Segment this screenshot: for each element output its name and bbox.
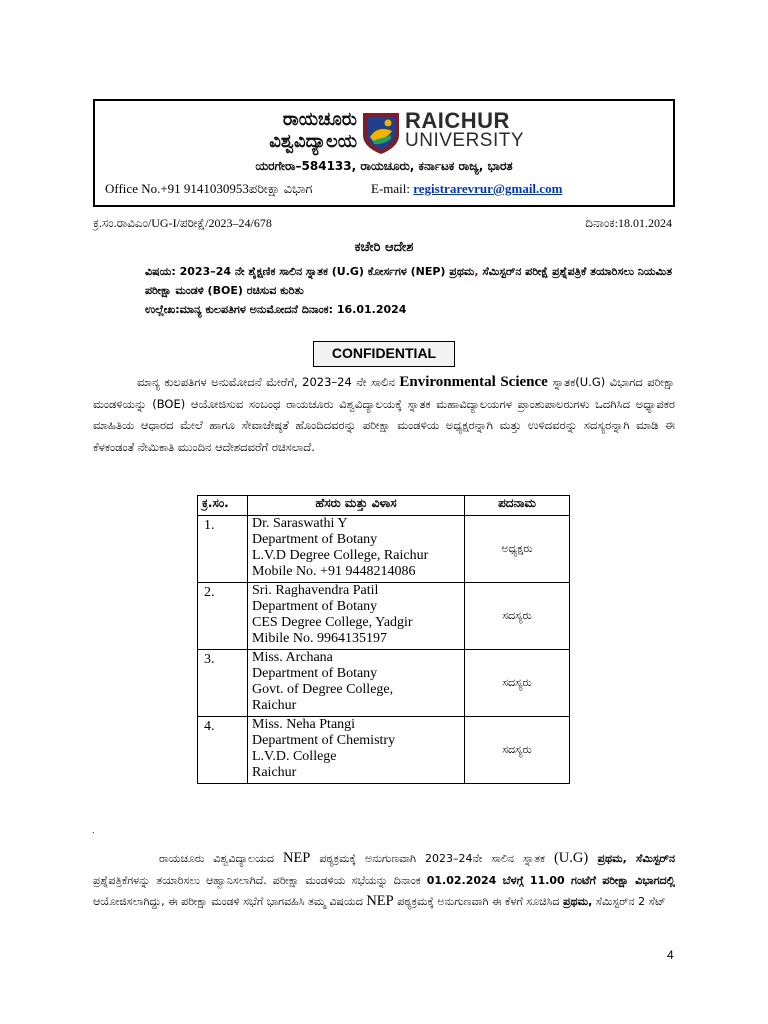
office-phone: Office No.+91 9141030953ಪರೀಕ್ಷಾ ವಿಭಾಗ — [105, 181, 313, 196]
member-department: Department of Chemistry — [252, 733, 396, 748]
table-row — [198, 717, 570, 784]
university-name-line1: RAICHUR — [405, 108, 510, 133]
member-city: Raichur — [252, 698, 297, 713]
table-row — [198, 516, 570, 583]
email-label: E-mail: — [371, 181, 414, 196]
boe-members-table — [197, 495, 570, 784]
table-row — [198, 583, 570, 650]
reference-number: ಕ್ರ.ಸಂ.ರಾವಿಎಂ/UG-I/ಪರೀಕ್ಷೆ/2023–24/678 — [93, 216, 272, 230]
row-number: 2. — [198, 583, 248, 650]
para2-e: ಪ್ರಥಮ, ಸೆಮಿಸ್ಟರ್‌ನ — [588, 852, 675, 865]
para2-g: 01.02.2024 ಬೆಳಗ್ಗೆ 11.00 ಗಂಟೆಗೆ ಪರೀಕ್ಷಾ ವಿಭಾಗದಲ್ಲಿ — [426, 873, 676, 887]
row-number: 1. — [198, 516, 248, 583]
para2-a: ರಾಯಚೂರು ವಿಶ್ವವಿದ್ಯಾಲಯದ — [159, 852, 283, 865]
paragraph-meeting — [93, 848, 675, 913]
order-date: ದಿನಾಂಕ:18.01.2024 — [585, 216, 672, 230]
row-number: 3. — [198, 650, 248, 717]
para2-k: ಪ್ರಥಮ, — [562, 895, 593, 908]
member-department: Department of Botany — [252, 666, 378, 681]
member-details — [248, 650, 465, 717]
member-department: Department of Botany — [252, 599, 378, 614]
subject-comma: , — [474, 265, 479, 278]
para1-part1: ಮಾನ್ಯ ಕುಲಪತಿಗಳ ಅನುಮೋದನೆ ಮೇರೆಗೆ, 2023–24 ನೇ ಸಾಲಿನ — [137, 375, 400, 389]
member-contact: Mobile No. +91 9448214086 — [252, 564, 416, 579]
para1-part2: ಸ್ನಾತಕ(U.G) ವಿಭಾಗದ ಪರೀಕ್ಷಾ ಮಂಡಳಿಯನ್ನು (BOE) ಆಯೋಜಿಸುವ ಸಂಬಂಧ ರಾಯಚೂರು ವಿಶ್ವವಿದ್ಯಾಲಯಕ್ಕೆ ಸ್ನಾತಕ ಮಹಾವಿದ್ಯಾಲಯಗಳ ಪ್ರಾಂಶುಪಾಲರುಗಳು ಒದಗಿಸಿದ ಅಧ್ಯಾಪಕರ ಮಾಹಿತಿಯ ಆಧಾರದ ಮೇಲೆ ಹಾಗೂ ಸೇವಾಜೇಷ್ಠತೆ ಹೊಂದಿದವರನ್ನು ಪರೀಕ್ಷಾ ಮಂಡಳಿಯ ಅಧ್ಯಕ್ಷರನ್ನಾಗಿ ಮತ್ತು ಉಳಿದವರನ್ನು ಸದಸ್ಯರನ್ನಾಗಿ ಮಾಡಿ ಈ ಕೆಳಕಂಡಂತೆ ನೇಮಿಕಾತಿ ಮುಂದಿನ ಆದೇಶದವರೆಗೆ ರಚಿಸಲಾದೆ. — [93, 375, 676, 454]
member-college: L.V.D Degree College, Raichur — [252, 548, 429, 563]
member-designation: ಅಧ್ಯಕ್ಷರು — [465, 516, 570, 583]
member-designation: ಸದಸ್ಯರು — [465, 717, 570, 784]
member-college: Govt. of Degree College, — [252, 682, 394, 697]
table-row — [198, 650, 570, 717]
para2-d: (U.G) — [553, 850, 589, 866]
university-name-kannada: ರಾಯಚೂರು ವಿಶ್ವವಿದ್ಯಾಲಯ — [269, 109, 357, 152]
para2-f: ಪ್ರಶ್ನೆಪತ್ರಿಕೆಗಳನ್ನು ತಯಾರಿಸಲು ಆಹ್ವಾನಿಸಲಾಗಿದೆ. ಪರೀಕ್ಷಾ ಮಂಡಳಿಯ ಸಭೆಯನ್ನು ದಿನಾಂಕ — [93, 873, 427, 887]
university-address: ಯರಗೇರಾ–584133, ರಾಯಚೂರು, ಕರ್ನಾಟಕ ರಾಜ್ಯ, ಭಾರತ — [255, 159, 513, 173]
university-name-english — [405, 108, 565, 151]
para2-h: ಆಯೋಜಿಸಲಾಗಿದ್ದು, ಈ ಪರೀಕ್ಷಾ ಮಂಡಳಿ ಸಭೆಗೆ ಭಾಗವಹಿಸಿ ತಮ್ಮ ವಿಷಯದ — [93, 895, 367, 908]
university-crest-icon — [361, 111, 401, 155]
member-department: Department of Botany — [252, 532, 378, 547]
para2-c: ಪಠ್ಯಕ್ರಮಕ್ಕೆ ಅನುಗುಣವಾಗಿ 2023–24ನೇ ಸಾಲಿನ ಸ್ನಾತಕ — [310, 852, 554, 865]
member-designation: ಸದಸ್ಯರು — [465, 650, 570, 717]
para2-j: ಪಠ್ಯಕ್ರಮಕ್ಕೆ ಅನುಗುಣವಾಗಿ ಈ ಕೆಳಗೆ ಸೂಚಿಸಿದ — [393, 895, 563, 908]
column-header-serial: ಕ್ರ.ಸಂ. — [198, 496, 248, 516]
table-header-row — [198, 496, 570, 516]
member-name: Miss. Archana — [252, 650, 333, 665]
letterhead — [93, 99, 675, 207]
member-name: Sri. Raghavendra Patil — [252, 583, 379, 598]
member-city: Raichur — [252, 765, 297, 780]
member-name: Dr. Saraswathi Y — [252, 516, 348, 531]
member-contact: Mibile No. 9964135197 — [252, 631, 387, 646]
subject-reference: ಉಲ್ಲೇಖ:ಮಾನ್ಯ ಕುಲಪತಿಗಳ ಅನುಮೋದನೆ ದಿನಾಂಕ: 16.01.2024 — [145, 303, 407, 316]
para2-i: NEP — [366, 893, 394, 909]
member-details — [248, 516, 465, 583]
column-header-designation: ಪದನಾಮ — [465, 496, 570, 516]
member-college: CES Degree College, Yadgir — [252, 615, 413, 630]
para1-subject: Environmental Science — [399, 374, 548, 390]
member-college: L.V.D. College — [252, 749, 337, 764]
member-name: Miss. Neha Ptangi — [252, 717, 356, 732]
office-order-title: ಕಚೇರಿ ಆದೇಶ — [354, 240, 414, 255]
paragraph-intro — [93, 372, 675, 458]
subject-block — [145, 262, 680, 319]
member-details — [248, 717, 465, 784]
para2-l: ಸೆಮಿಸ್ಟರ್‌ನ 2 ಸೆಟ್ — [592, 895, 666, 908]
row-number: 4. — [198, 717, 248, 784]
stray-dot: . — [92, 826, 95, 835]
member-details — [248, 583, 465, 650]
subject-prefix: ವಿಷಯ: 2023–24 ನೇ ಶೈಕ್ಷಣಿಕ ಸಾಲಿನ ಸ್ನಾತಕ (U.G) ಕೋರ್ಸಗಳ (NEP) ಪ್ರಥಮ — [145, 265, 475, 278]
email-link[interactable]: registrarevrur@gmail.com — [413, 181, 563, 196]
para2-b: NEP — [282, 850, 311, 866]
confidential-label: CONFIDENTIAL — [313, 341, 455, 367]
email-line — [371, 181, 562, 197]
university-logo — [225, 109, 555, 155]
member-designation: ಸದಸ್ಯರು — [465, 583, 570, 650]
university-name-line2: UNIVERSITY — [405, 130, 525, 151]
subject-rest: ಸೆಮಿಸ್ಟರ್‌ನ ಪರೀಕ್ಷೆ ಪ್ರಶ್ನೆಪತ್ರಿಕೆ ತಯಾರಿಸಲು ನಿಯಮಿತ ಪರೀಕ್ಷಾ ಮಂಡಳಿ (BOE) ರಚಿಸುವ ಕುರಿತು — [145, 265, 673, 297]
column-header-name-address: ಹೆಸರು ಮತ್ತು ವಿಳಾಸ — [248, 496, 465, 516]
page-number: 4 — [667, 948, 674, 962]
